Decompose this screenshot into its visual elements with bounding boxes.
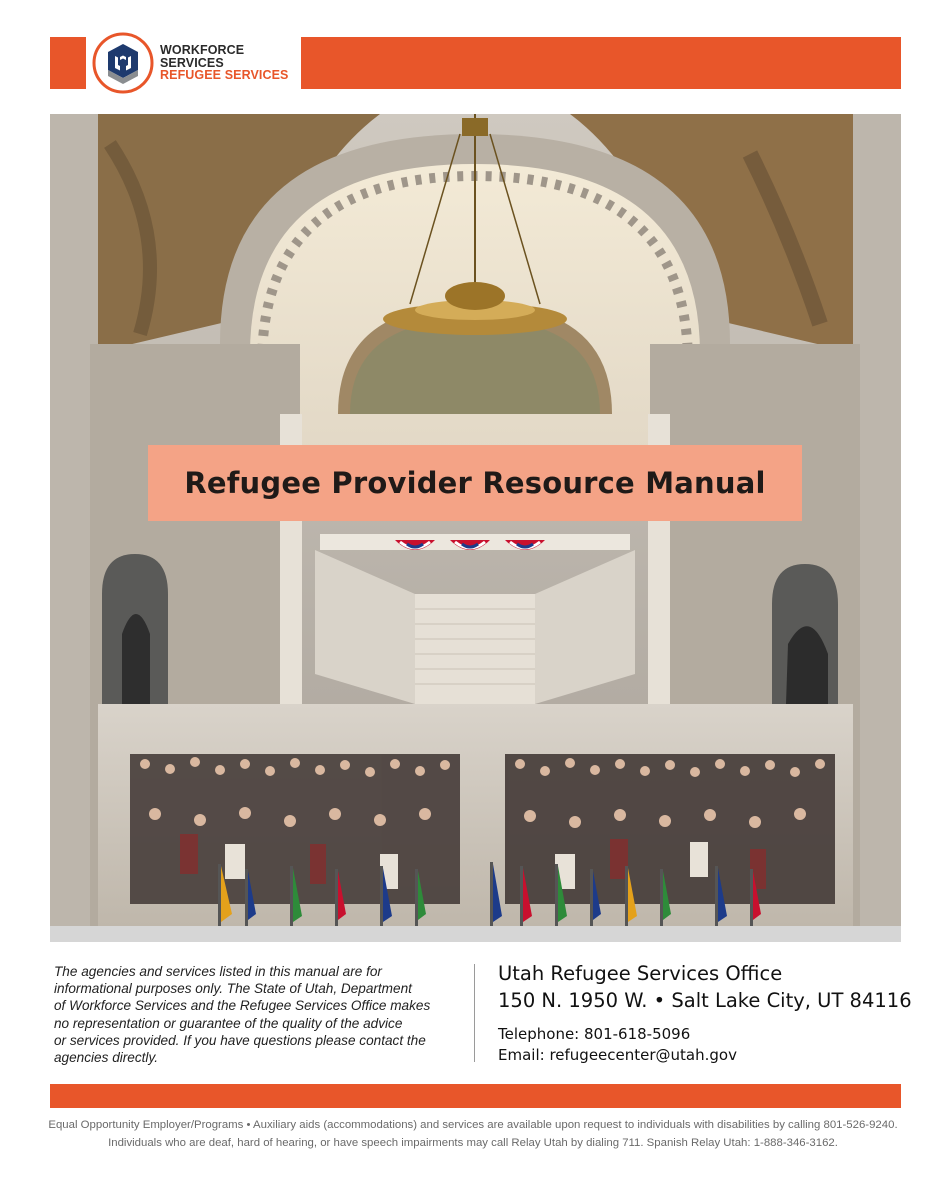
disclaimer-line: informational purposes only. The State of Utah, Department <box>54 981 412 997</box>
notice-line: Equal Opportunity Employer/Programs • Auxiliary aids (accommodations) and services are available upon request to individuals with disabilities by calling 801-526-9240. <box>48 1119 898 1131</box>
equal-opportunity-notice <box>30 1116 916 1152</box>
office-address: 150 N. 1950 W. • Salt Lake City, UT 84116 <box>498 989 912 1012</box>
office-email: Email: refugeecenter@utah.gov <box>498 1046 737 1064</box>
disclaimer-line: no representation or guarantee of the quality of the advice <box>54 1015 403 1031</box>
photo-bottom-band <box>50 926 901 942</box>
footer-bar <box>50 1084 901 1108</box>
logo-line-workforce: WORKFORCE <box>160 43 245 58</box>
disclaimer-text <box>54 963 464 1066</box>
logo-line-services: SERVICES <box>160 55 224 70</box>
vertical-divider <box>474 964 475 1062</box>
manual-title: Refugee Provider Resource Manual <box>184 466 766 500</box>
notice-line: Individuals who are deaf, hard of hearing, or have speech impairments may call Relay Utah by dialing 711. Spanish Relay Utah: 1-888-346-3162. <box>108 1137 838 1149</box>
workforce-services-logo-icon <box>92 32 154 94</box>
office-name: Utah Refugee Services Office <box>498 962 783 985</box>
office-phone: Telephone: 801-618-5096 <box>498 1025 691 1043</box>
title-banner <box>148 445 802 521</box>
logo-wordmark <box>160 44 289 82</box>
logo <box>86 37 301 89</box>
disclaimer-line: of Workforce Services and the Refugee Services Office makes <box>54 998 431 1014</box>
logo-line-refugee-services: REFUGEE SERVICES <box>160 68 289 83</box>
disclaimer-line: agencies directly. <box>54 1050 159 1066</box>
disclaimer-line: or services provided. If you have questions please contact the <box>54 1032 426 1048</box>
disclaimer-line: The agencies and services listed in this manual are for <box>54 964 382 979</box>
